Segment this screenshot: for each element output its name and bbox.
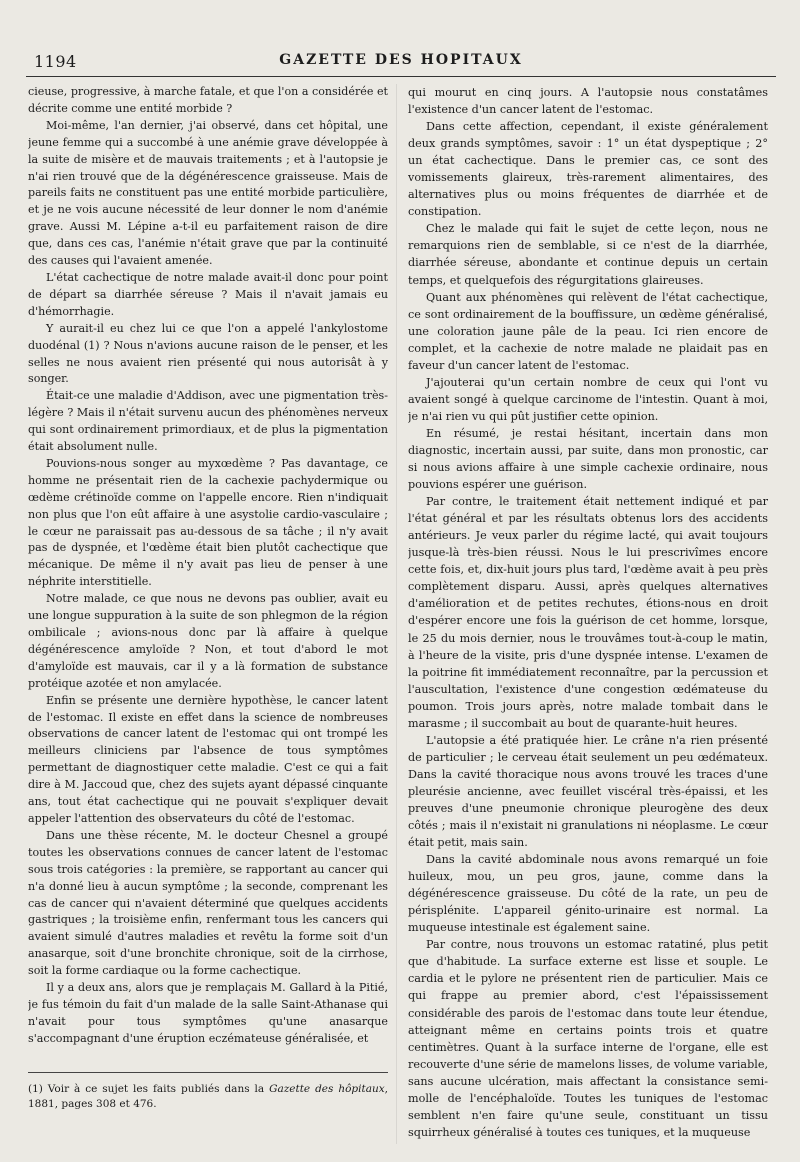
footnote (28, 1082, 388, 1112)
paragraph: Notre malade, ce que nous ne devons pas oublier, avait eu une longue suppuration à la suite de son phlegmon de la région ombilicale ; avions-nous donc par là affaire à quelque dégénérescence amyloïde ? Non, et tout d'abord le mot d'amyloïde est mauvais, car il y a là formation de substance protéique azotée et non amylacée. (28, 592, 388, 690)
paragraph: Était-ce une maladie d'Addison, avec une pigmentation très-légère ? Mais il n'était survenu aucun des phénomènes nerveux qui sont ordinairement primordiaux, et de plus la pigmentation était absolument nulle. (28, 389, 388, 454)
footnote-cited-title: Gazette des hôpitaux (269, 1083, 385, 1095)
page-header (26, 50, 776, 77)
running-title: GAZETTE DES HOPITAUX (279, 52, 523, 68)
paragraph: En résumé, je restai hésitant, incertain dans mon diagnostic, incertain aussi, par suite, dans mon pronostic, car si nous avions affaire à une simple cachexie ordinaire, nous pouvions espérer une guérison. (408, 426, 768, 492)
footnote-text: (1) Voir à ce sujet les faits publiés dans la (28, 1083, 270, 1095)
paragraph: cieuse, progressive, à marche fatale, et que l'on a considérée et décrite comme une entité morbide ? (28, 85, 388, 115)
paragraph: L'autopsie a été pratiquée hier. Le crâne n'a rien présenté de particulier ; le cerveau était seulement un peu œdémateux. Dans la cavité thoracique nous avons trouvé les traces d'une pleurésie ancienne, avec feuillet viscéral très-épaissi, et les preuves d'une pneumonie chronique pleurogène des deux côtés ; mais il n'existait ni granulations ni néoplasme. Le cœur était petit, mais sain. (408, 733, 768, 850)
paragraph: Pouvions-nous songer au myxœdème ? Pas davantage, ce homme ne présentait rien de la cachexie pachydermique ou œdème crétinoïde comme on l'appelle encore. Rien n'indiquait non plus que l'on eût affaire à une asystolie cardio-vasculaire ; le cœur ne paraissait pas au-dessous de sa tâche ; il n'y avait pas de dyspnée, et l'œdème était bien plutôt cachectique que mécanique. De même il n'y avait pas lieu de penser à une néphrite interstitielle. (28, 456, 388, 589)
paragraph: qui mourut en cinq jours. A l'autopsie nous constatâmes l'existence d'un cancer latent de l'estomac. (408, 86, 768, 117)
column-divider (396, 84, 397, 1144)
paragraph: L'état cachectique de notre malade avait-il donc pour point de départ sa diarrhée séreuse ? Mais il n'avait jamais eu d'hémorrhagie. (28, 270, 388, 318)
paragraph: Il y a deux ans, alors que je remplaçais M. Gallard à la Pitié, je fus témoin du fait d'un malade de la salle Saint-Athanase qui n'avait pour tous symptômes qu'une anasarque s'accompagnant d'une éruption eczémateuse généralisée, et (28, 981, 388, 1045)
footnote-rule (28, 1072, 388, 1073)
paragraph: Moi-même, l'an dernier, j'ai observé, dans cet hôpital, une jeune femme qui a succombé à une anémie grave développée à la suite de misère et de mauvais traitements ; et à l'autopsie je n'ai rien trouvé que de la dégénérescence graisseuse. Mais de pareils faits ne constituent pas une entité morbide particulière, et je ne vois aucune nécessité de leur donner le nom d'anémie grave. Aussi M. Lépine a-t-il eu parfaitement raison de dire que, dans ces cas, l'anémie n'était grave que par la continuité des causes qui l'avaient amenée. (28, 118, 388, 268)
paragraph: Quant aux phénomènes qui relèvent de l'état cachectique, ce sont ordinairement de la bouffissure, un œdème généralisé, une coloration jaune pâle de la peau. Ici rien encore de complet, et la cachexie de notre malade ne plaidait pas en faveur d'un cancer latent de l'estomac. (408, 290, 768, 372)
paragraph: Y aurait-il eu chez lui ce que l'on a appelé l'ankylostome duodénal (1) ? Nous n'avions aucune raison de le penser, et les selles ne nous avaient rien présenté qui nous autorisât à y songer. (28, 321, 388, 386)
paragraph: Dans cette affection, cependant, il existe généralement deux grands symptômes, savoir : 1° un état dyspeptique ; 2° un état cachectique. Dans le premier cas, ce sont des vomissements glaireux, très-rarement alimentaires, des alternatives plus ou moins fréquentes de diarrhée et de constipation. (408, 120, 768, 219)
paragraph: Dans la cavité abdominale nous avons remarqué un foie huileux, mou, un peu gros, jaune, comme dans la dégénérescence graisseuse. Du côté de la rate, un peu de périsplénite. L'appareil génito-urinaire est normal. La muqueuse intestinale est également saine. (408, 853, 768, 935)
footnote-text: , 1881, pages 308 et 476. (28, 1083, 389, 1110)
paragraph: Enfin se présente une dernière hypothèse, le cancer latent de l'estomac. Il existe en effet dans la science de nombreuses observations de cancer latent de l'estomac qui ont trompé les meilleurs cliniciens par l'absence de tous symptômes permettant de diagnostiquer cette maladie. C'est ce qui a fait dire à M. Jaccoud que, chez des sujets ayant dépassé cinquante ans, tout état cachectique qui ne pouvait s'expliquer devait appeler l'attention des observateurs du côté de l'estomac. (28, 693, 388, 825)
right-column (408, 84, 768, 1144)
paragraph: J'ajouterai qu'un certain nombre de ceux qui l'ont vu avaient songé à quelque carcinome de l'intestin. Quant à moi, je n'ai rien vu qui pût justifier cette opinion. (408, 375, 768, 423)
paragraph: Par contre, le traitement était nettement indiqué et par l'état général et par les résultats obtenus lors des accidents antérieurs. Je veux parler du régime lacté, qui avait toujours jusque-là très-bien réussi. Nous le lui prescrivîmes encore cette fois, et, dix-huit jours plus tard, l'œdème avait à peu près complètement disparu. Aussi, après quelques alternatives d'amélioration et de petites rechutes, étions-nous en droit d'espérer encore une fois la guérison de cet homme, lorsque, le 25 du mois dernier, nous le trouvâmes tout-à-coup le matin, à l'heure de la visite, pris d'une dyspnée intense. L'examen de la poitrine fit immédiatement reconnaître, par la percussion et l'auscultation, l'existence d'une congestion œdémateuse du poumon. Trois jours après, notre malade tombait dans le marasme ; il succombait au bout de quarante-huit heures. (408, 495, 768, 730)
left-column (28, 84, 388, 1064)
paragraph: Dans une thèse récente, M. le docteur Chesnel a groupé toutes les observations connues de cancer latent de l'estomac sous trois catégories : la première, se rapportant au cancer qui n'a donné lieu à aucun symptôme ; la seconde, comprenant les cas de cancer qui n'avaient déterminé que quelques accidents gastriques ; la troisième enfin, renfermant tous les cancers qui avaient simulé d'autres maladies et revêtu la forme soit d'un anasarque, soit d'une bronchite chronique, soit de la cirrhose, soit la forme cardiaque ou la forme cachectique. (28, 828, 388, 978)
paragraph: Chez le malade qui fait le sujet de cette leçon, nous ne remarquions rien de semblable, si ce n'est de la diarrhée, diarrhée séreuse, abondante et continue depuis un certain temps, et quelquefois des régurgitations glaireuses. (408, 222, 768, 287)
page-number: 1194 (34, 52, 77, 71)
paragraph: Par contre, nous trouvons un estomac ratatiné, plus petit que d'habitude. La surface externe est lisse et souple. Le cardia et le pylore ne présentent rien de particulier. Mais ce qui frappe au premier abord, c'est l'épaississement considérable des parois de l'estomac dans toute leur étendue, atteignant même en certains points trois et quatre centimètres. Quant à la surface interne de l'organe, elle est recouverte d'une série de mamelons lisses, de volume variable, sans aucune ulcération, mais affectant la consistance semi-molle de l'encéphaloïde. Toutes les tuniques de l'estomac semblent n'en faire qu'une seule, constituant un tissu squirrheux généralisé à toutes ces tuniques, et la muqueuse (408, 938, 768, 1139)
